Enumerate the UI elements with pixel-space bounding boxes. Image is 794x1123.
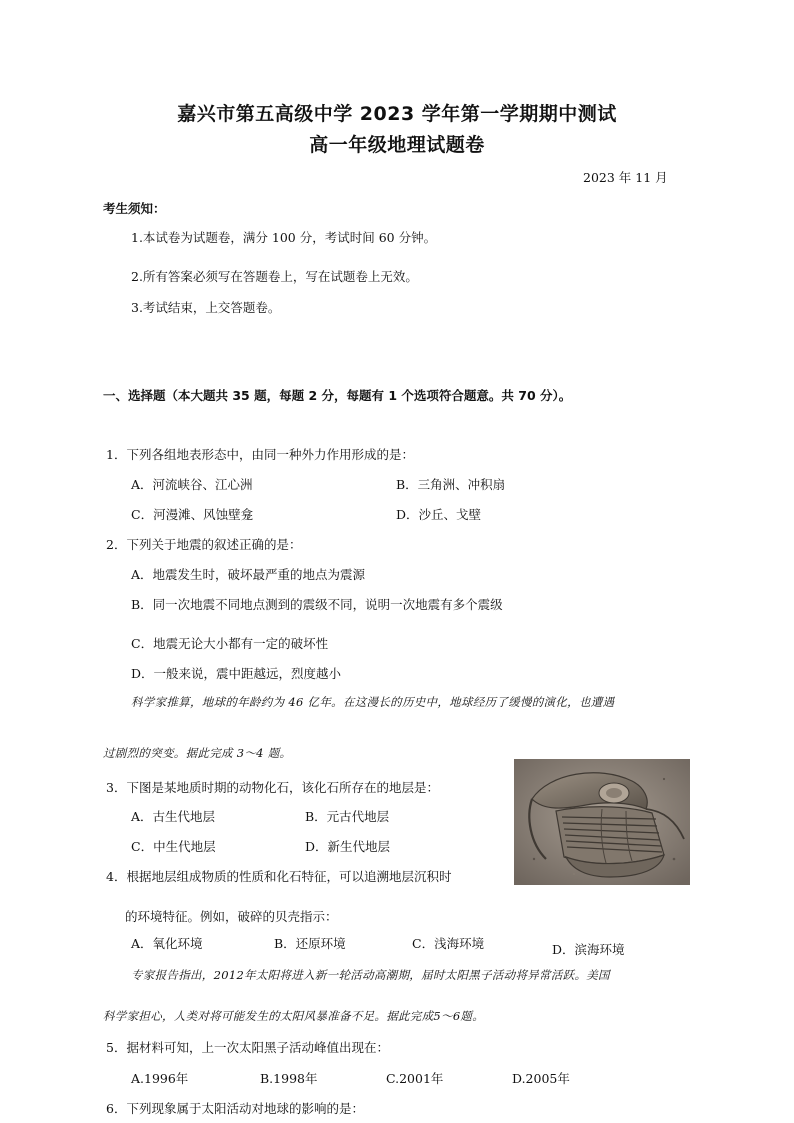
q4-option-c: C．浅海环境 [412, 936, 485, 951]
q2-option-a: A．地震发生时，破坏最严重的地点为震源 [131, 567, 366, 582]
material1-line1: 科学家推算，地球的年龄约为 46 亿年。在这漫长的历史中，地球经历了缓慢的演化，也遭遇 [131, 695, 615, 709]
q2-option-c: C．地震无论大小都有一定的破坏性 [131, 636, 329, 651]
q4-option-b: B．还原环境 [274, 936, 346, 951]
q3-option-a: A．古生代地层 [131, 809, 216, 824]
q5-stem: 5．据材料可知，上一次太阳黑子活动峰值出现在： [106, 1040, 389, 1055]
q2-stem: 2．下列关于地震的叙述正确的是： [106, 537, 302, 552]
q3-stem: 3．下图是某地质时期的动物化石，该化石所存在的地层是： [106, 780, 439, 795]
q4-stem-line1: 4．根据地层组成物质的性质和化石特征，可以追溯地层沉积时 [106, 869, 452, 884]
notice-item-2: 2.所有答案必须写在答题卷上，写在试题卷上无效。 [131, 269, 418, 284]
q1-stem: 1．下列各组地表形态中，由同一种外力作用形成的是： [106, 447, 414, 462]
q3-option-c: C．中生代地层 [131, 839, 216, 854]
q3-option-d: D．新生代地层 [305, 839, 391, 854]
notice-item-1: 1.本试卷为试题卷，满分 100 分，考试时间 60 分钟。 [131, 230, 437, 245]
q5-option-c: C.2001年 [386, 1071, 444, 1086]
q1-option-c: C．河漫滩、风蚀壁龛 [131, 507, 254, 522]
section-heading: 一、选择题（本大题共 35 题，每题 2 分，每题有 1 个选项符合题意。共 70 分）。 [103, 388, 572, 403]
q6-stem: 6．下列现象属于太阳活动对地球的影响的是： [106, 1101, 364, 1116]
trilobite-fossil-image [514, 759, 690, 885]
q4-option-a: A．氧化环境 [131, 936, 203, 951]
q1-option-a: A．河流峡谷、江心洲 [131, 477, 253, 492]
material2-line1: 专家报告指出，2012年太阳将进入新一轮活动高潮期，届时太阳黑子活动将异常活跃。美国 [131, 968, 610, 982]
notice-item-3: 3.考试结束，上交答题卷。 [131, 300, 281, 315]
exam-subtitle: 高一年级地理试题卷 [309, 134, 485, 156]
material2-line2: 科学家担心，人类对将可能发生的太阳风暴准备不足。据此完成5～6题。 [103, 1009, 485, 1023]
q5-option-a: A.1996年 [131, 1071, 189, 1086]
material1-line2: 过剧烈的突变。据此完成 3～4 题。 [103, 746, 292, 760]
q3-option-b: B．元古代地层 [305, 809, 390, 824]
q4-stem-line2: 的环境特征。例如，破碎的贝壳指示： [125, 909, 338, 924]
q4-option-d: D．滨海环境 [552, 942, 625, 957]
q2-option-b: B．同一次地震不同地点测到的震级不同，说明一次地震有多个震级 [131, 597, 503, 612]
exam-date: 2023 年 11 月 [583, 170, 668, 185]
q1-option-b: B．三角洲、冲积扇 [396, 477, 506, 492]
q2-option-d: D．一般来说，震中距越远，烈度越小 [131, 666, 342, 681]
notice-heading: 考生须知： [103, 201, 166, 216]
q5-option-d: D.2005年 [512, 1071, 570, 1086]
q1-option-d: D．沙丘、戈壁 [396, 507, 482, 522]
q5-option-b: B.1998年 [260, 1071, 318, 1086]
exam-title: 嘉兴市第五高级中学 2023 学年第一学期期中测试 [177, 103, 617, 125]
